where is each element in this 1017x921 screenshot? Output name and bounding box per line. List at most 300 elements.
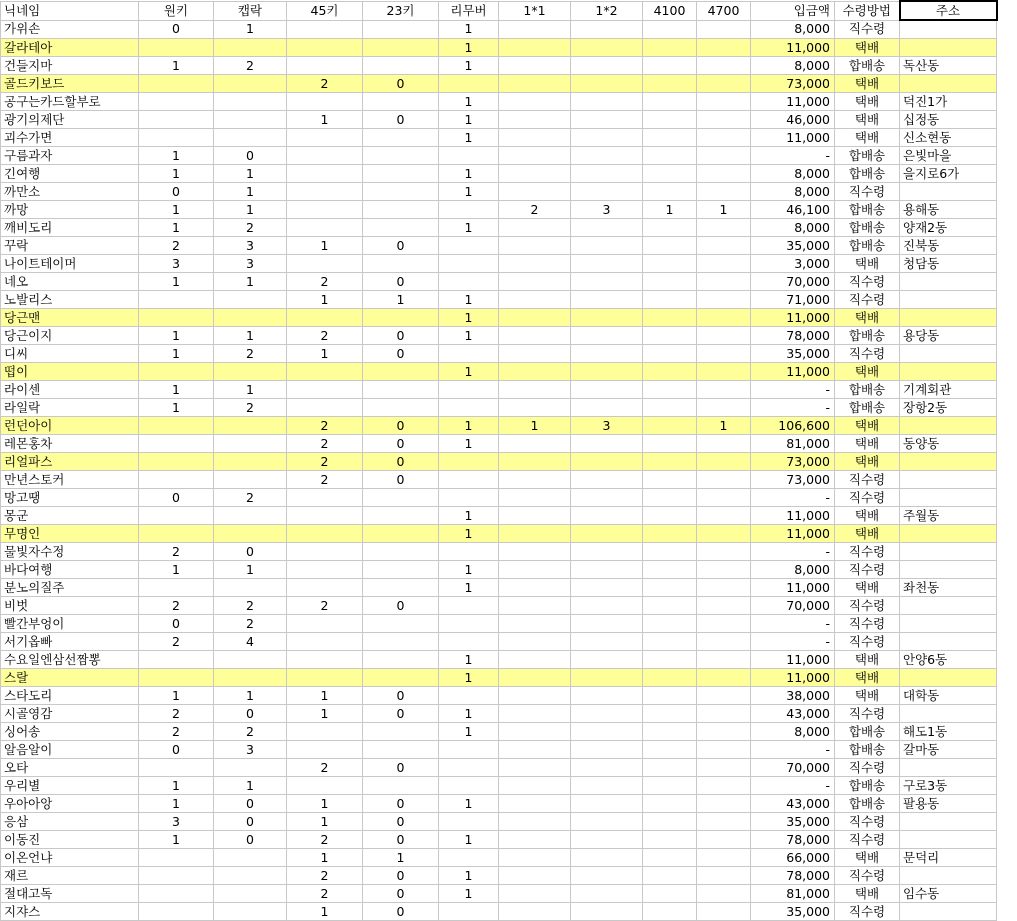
- cell-address[interactable]: [900, 759, 997, 777]
- cell-nickname[interactable]: 레몬홍차: [1, 435, 139, 453]
- cell-c1x1[interactable]: [499, 777, 571, 795]
- cell-remover[interactable]: 1: [439, 363, 499, 381]
- cell-c1x1[interactable]: [499, 75, 571, 93]
- cell-remover[interactable]: 1: [439, 57, 499, 75]
- cell-c4700[interactable]: [697, 255, 751, 273]
- cell-caplock[interactable]: [214, 435, 287, 453]
- cell-wonki[interactable]: 1: [139, 219, 214, 237]
- cell-address[interactable]: 신소현동: [900, 129, 997, 147]
- cell-key23[interactable]: [363, 651, 439, 669]
- cell-caplock[interactable]: 3: [214, 255, 287, 273]
- cell-c4100[interactable]: [643, 705, 697, 723]
- cell-key23[interactable]: [363, 129, 439, 147]
- cell-amount[interactable]: 35,000: [751, 345, 835, 363]
- cell-address[interactable]: [900, 867, 997, 885]
- cell-c4100[interactable]: [643, 381, 697, 399]
- cell-address[interactable]: 용해동: [900, 201, 997, 219]
- cell-c1x2[interactable]: [571, 237, 643, 255]
- cell-c1x1[interactable]: [499, 705, 571, 723]
- cell-amount[interactable]: 8,000: [751, 20, 835, 39]
- cell-remover[interactable]: [439, 75, 499, 93]
- cell-method[interactable]: 택배: [835, 39, 900, 57]
- cell-amount[interactable]: 11,000: [751, 93, 835, 111]
- cell-c4700[interactable]: 1: [697, 417, 751, 435]
- cell-c1x2[interactable]: [571, 759, 643, 777]
- cell-wonki[interactable]: 1: [139, 201, 214, 219]
- cell-c4100[interactable]: [643, 831, 697, 849]
- cell-nickname[interactable]: 이동진: [1, 831, 139, 849]
- cell-nickname[interactable]: 구름과자: [1, 147, 139, 165]
- cell-c4700[interactable]: [697, 543, 751, 561]
- cell-remover[interactable]: [439, 777, 499, 795]
- cell-wonki[interactable]: 1: [139, 399, 214, 417]
- cell-c4100[interactable]: [643, 237, 697, 255]
- cell-c4100[interactable]: [643, 777, 697, 795]
- cell-key23[interactable]: [363, 507, 439, 525]
- cell-caplock[interactable]: [214, 453, 287, 471]
- cell-c1x2[interactable]: [571, 885, 643, 903]
- cell-nickname[interactable]: 만년스토커: [1, 471, 139, 489]
- cell-address[interactable]: [900, 525, 997, 543]
- cell-key23[interactable]: [363, 363, 439, 381]
- cell-amount[interactable]: -: [751, 741, 835, 759]
- cell-wonki[interactable]: 2: [139, 705, 214, 723]
- cell-c1x2[interactable]: [571, 381, 643, 399]
- cell-address[interactable]: [900, 417, 997, 435]
- cell-amount[interactable]: 8,000: [751, 219, 835, 237]
- cell-address[interactable]: [900, 183, 997, 201]
- cell-method[interactable]: 합배송: [835, 219, 900, 237]
- cell-c4700[interactable]: [697, 633, 751, 651]
- cell-c1x2[interactable]: [571, 687, 643, 705]
- cell-c4700[interactable]: [697, 723, 751, 741]
- cell-c4100[interactable]: [643, 453, 697, 471]
- cell-c1x1[interactable]: [499, 597, 571, 615]
- cell-amount[interactable]: -: [751, 543, 835, 561]
- cell-nickname[interactable]: 골드키보드: [1, 75, 139, 93]
- cell-method[interactable]: 택배: [835, 651, 900, 669]
- cell-key23[interactable]: 0: [363, 237, 439, 255]
- cell-key23[interactable]: 0: [363, 327, 439, 345]
- cell-c4700[interactable]: [697, 669, 751, 687]
- cell-c1x2[interactable]: [571, 579, 643, 597]
- cell-nickname[interactable]: 몽군: [1, 507, 139, 525]
- cell-c4700[interactable]: [697, 237, 751, 255]
- cell-key23[interactable]: [363, 633, 439, 651]
- cell-wonki[interactable]: [139, 75, 214, 93]
- cell-c4100[interactable]: [643, 651, 697, 669]
- cell-method[interactable]: 합배송: [835, 327, 900, 345]
- cell-address[interactable]: 독산동: [900, 57, 997, 75]
- cell-c4700[interactable]: [697, 687, 751, 705]
- cell-c4100[interactable]: [643, 507, 697, 525]
- cell-c1x1[interactable]: [499, 273, 571, 291]
- cell-remover[interactable]: 1: [439, 435, 499, 453]
- cell-address[interactable]: [900, 345, 997, 363]
- cell-method[interactable]: 직수령: [835, 489, 900, 507]
- cell-key23[interactable]: [363, 741, 439, 759]
- header-cell-address[interactable]: 주소: [900, 1, 997, 20]
- cell-nickname[interactable]: 응삼: [1, 813, 139, 831]
- cell-amount[interactable]: 71,000: [751, 291, 835, 309]
- cell-key45[interactable]: [287, 525, 363, 543]
- cell-amount[interactable]: 35,000: [751, 903, 835, 921]
- cell-remover[interactable]: 1: [439, 129, 499, 147]
- cell-nickname[interactable]: 꾸락: [1, 237, 139, 255]
- cell-c1x1[interactable]: [499, 111, 571, 129]
- cell-caplock[interactable]: [214, 669, 287, 687]
- cell-key23[interactable]: [363, 489, 439, 507]
- cell-amount[interactable]: 11,000: [751, 651, 835, 669]
- cell-c1x1[interactable]: [499, 39, 571, 57]
- cell-c4700[interactable]: [697, 777, 751, 795]
- cell-method[interactable]: 직수령: [835, 183, 900, 201]
- cell-key23[interactable]: [363, 165, 439, 183]
- cell-caplock[interactable]: 1: [214, 561, 287, 579]
- cell-c1x2[interactable]: [571, 633, 643, 651]
- cell-c4700[interactable]: [697, 20, 751, 39]
- cell-method[interactable]: 합배송: [835, 777, 900, 795]
- cell-address[interactable]: 장항2동: [900, 399, 997, 417]
- cell-remover[interactable]: 1: [439, 561, 499, 579]
- cell-amount[interactable]: 11,000: [751, 579, 835, 597]
- cell-remover[interactable]: 1: [439, 417, 499, 435]
- cell-address[interactable]: [900, 471, 997, 489]
- cell-key45[interactable]: [287, 399, 363, 417]
- header-cell-method[interactable]: 수령방법: [835, 1, 900, 20]
- cell-c1x2[interactable]: [571, 20, 643, 39]
- cell-method[interactable]: 직수령: [835, 813, 900, 831]
- cell-c4100[interactable]: [643, 633, 697, 651]
- cell-key45[interactable]: [287, 363, 363, 381]
- cell-c4700[interactable]: [697, 93, 751, 111]
- cell-c1x1[interactable]: [499, 453, 571, 471]
- cell-wonki[interactable]: 3: [139, 255, 214, 273]
- cell-key45[interactable]: 1: [287, 903, 363, 921]
- cell-wonki[interactable]: [139, 291, 214, 309]
- cell-c4700[interactable]: [697, 381, 751, 399]
- cell-c4100[interactable]: [643, 579, 697, 597]
- cell-remover[interactable]: [439, 453, 499, 471]
- cell-c4700[interactable]: [697, 741, 751, 759]
- cell-caplock[interactable]: [214, 309, 287, 327]
- cell-key45[interactable]: [287, 93, 363, 111]
- cell-c4100[interactable]: [643, 111, 697, 129]
- cell-c1x1[interactable]: [499, 435, 571, 453]
- cell-wonki[interactable]: [139, 417, 214, 435]
- cell-nickname[interactable]: 당근맨: [1, 309, 139, 327]
- cell-amount[interactable]: 78,000: [751, 327, 835, 345]
- cell-key45[interactable]: 2: [287, 885, 363, 903]
- cell-c4700[interactable]: [697, 615, 751, 633]
- cell-caplock[interactable]: 2: [214, 219, 287, 237]
- cell-c1x1[interactable]: [499, 399, 571, 417]
- cell-key23[interactable]: 0: [363, 795, 439, 813]
- cell-c1x1[interactable]: [499, 219, 571, 237]
- cell-method[interactable]: 합배송: [835, 201, 900, 219]
- cell-remover[interactable]: 1: [439, 165, 499, 183]
- cell-c1x1[interactable]: [499, 507, 571, 525]
- cell-c4700[interactable]: 1: [697, 201, 751, 219]
- cell-caplock[interactable]: 1: [214, 165, 287, 183]
- cell-nickname[interactable]: 재르: [1, 867, 139, 885]
- cell-wonki[interactable]: [139, 363, 214, 381]
- cell-caplock[interactable]: [214, 129, 287, 147]
- cell-method[interactable]: 택배: [835, 363, 900, 381]
- cell-method[interactable]: 합배송: [835, 165, 900, 183]
- cell-amount[interactable]: 38,000: [751, 687, 835, 705]
- cell-remover[interactable]: [439, 381, 499, 399]
- cell-key45[interactable]: [287, 507, 363, 525]
- cell-remover[interactable]: 1: [439, 831, 499, 849]
- cell-remover[interactable]: 1: [439, 723, 499, 741]
- cell-c4100[interactable]: [643, 885, 697, 903]
- cell-caplock[interactable]: [214, 507, 287, 525]
- cell-c4100[interactable]: [643, 291, 697, 309]
- cell-c4700[interactable]: [697, 309, 751, 327]
- cell-caplock[interactable]: [214, 651, 287, 669]
- cell-key23[interactable]: 0: [363, 453, 439, 471]
- cell-amount[interactable]: 11,000: [751, 39, 835, 57]
- cell-amount[interactable]: 78,000: [751, 831, 835, 849]
- cell-amount[interactable]: 8,000: [751, 183, 835, 201]
- cell-method[interactable]: 직수령: [835, 561, 900, 579]
- cell-method[interactable]: 택배: [835, 525, 900, 543]
- cell-remover[interactable]: 1: [439, 291, 499, 309]
- cell-c1x2[interactable]: 3: [571, 201, 643, 219]
- cell-c4100[interactable]: [643, 597, 697, 615]
- cell-amount[interactable]: -: [751, 777, 835, 795]
- cell-remover[interactable]: [439, 615, 499, 633]
- cell-caplock[interactable]: 0: [214, 705, 287, 723]
- cell-nickname[interactable]: 비벗: [1, 597, 139, 615]
- cell-key45[interactable]: 2: [287, 75, 363, 93]
- cell-c4700[interactable]: [697, 867, 751, 885]
- cell-nickname[interactable]: 무명인: [1, 525, 139, 543]
- cell-wonki[interactable]: [139, 129, 214, 147]
- cell-caplock[interactable]: 0: [214, 147, 287, 165]
- cell-address[interactable]: [900, 615, 997, 633]
- cell-c4100[interactable]: [643, 147, 697, 165]
- cell-c1x2[interactable]: [571, 93, 643, 111]
- cell-remover[interactable]: 1: [439, 327, 499, 345]
- cell-nickname[interactable]: 이온언냐: [1, 849, 139, 867]
- cell-c4100[interactable]: [643, 417, 697, 435]
- cell-method[interactable]: 합배송: [835, 399, 900, 417]
- cell-c1x2[interactable]: [571, 363, 643, 381]
- cell-c4700[interactable]: [697, 75, 751, 93]
- cell-key23[interactable]: [363, 93, 439, 111]
- cell-c1x1[interactable]: [499, 363, 571, 381]
- cell-key45[interactable]: [287, 147, 363, 165]
- cell-caplock[interactable]: [214, 93, 287, 111]
- cell-key23[interactable]: 0: [363, 705, 439, 723]
- cell-amount[interactable]: -: [751, 489, 835, 507]
- cell-nickname[interactable]: 갈라테아: [1, 39, 139, 57]
- cell-c1x2[interactable]: [571, 327, 643, 345]
- cell-wonki[interactable]: 0: [139, 489, 214, 507]
- cell-remover[interactable]: 1: [439, 651, 499, 669]
- cell-nickname[interactable]: 바다여행: [1, 561, 139, 579]
- cell-c4700[interactable]: [697, 291, 751, 309]
- cell-key45[interactable]: [287, 561, 363, 579]
- cell-key23[interactable]: 0: [363, 813, 439, 831]
- cell-caplock[interactable]: 1: [214, 20, 287, 39]
- cell-c4700[interactable]: [697, 831, 751, 849]
- cell-remover[interactable]: 1: [439, 39, 499, 57]
- cell-wonki[interactable]: [139, 849, 214, 867]
- cell-nickname[interactable]: 서기옵빠: [1, 633, 139, 651]
- cell-caplock[interactable]: [214, 111, 287, 129]
- header-cell-c4700[interactable]: 4700: [697, 1, 751, 20]
- cell-nickname[interactable]: 라이센: [1, 381, 139, 399]
- cell-caplock[interactable]: [214, 39, 287, 57]
- cell-address[interactable]: 청담동: [900, 255, 997, 273]
- header-cell-key45[interactable]: 45키: [287, 1, 363, 20]
- cell-nickname[interactable]: 수요일엔삼선짬뽕: [1, 651, 139, 669]
- cell-method[interactable]: 직수령: [835, 831, 900, 849]
- cell-c1x2[interactable]: [571, 399, 643, 417]
- cell-remover[interactable]: 1: [439, 795, 499, 813]
- cell-key23[interactable]: [363, 399, 439, 417]
- cell-key45[interactable]: [287, 201, 363, 219]
- cell-key45[interactable]: 2: [287, 417, 363, 435]
- cell-c1x1[interactable]: [499, 93, 571, 111]
- cell-c4700[interactable]: [697, 399, 751, 417]
- cell-c4700[interactable]: [697, 525, 751, 543]
- cell-caplock[interactable]: 2: [214, 345, 287, 363]
- cell-c4700[interactable]: [697, 759, 751, 777]
- cell-c4100[interactable]: [643, 489, 697, 507]
- cell-c1x2[interactable]: [571, 489, 643, 507]
- header-cell-amount[interactable]: 입금액: [751, 1, 835, 20]
- cell-address[interactable]: [900, 561, 997, 579]
- cell-amount[interactable]: 11,000: [751, 507, 835, 525]
- cell-c4100[interactable]: [643, 219, 697, 237]
- cell-c4100[interactable]: [643, 471, 697, 489]
- cell-method[interactable]: 택배: [835, 435, 900, 453]
- cell-c1x1[interactable]: [499, 543, 571, 561]
- cell-key45[interactable]: [287, 489, 363, 507]
- cell-address[interactable]: [900, 309, 997, 327]
- cell-nickname[interactable]: 떱이: [1, 363, 139, 381]
- cell-wonki[interactable]: 1: [139, 273, 214, 291]
- cell-amount[interactable]: 81,000: [751, 435, 835, 453]
- cell-address[interactable]: 십정동: [900, 111, 997, 129]
- cell-key23[interactable]: [363, 309, 439, 327]
- cell-c4100[interactable]: [643, 741, 697, 759]
- cell-key45[interactable]: [287, 723, 363, 741]
- cell-key45[interactable]: 1: [287, 687, 363, 705]
- cell-caplock[interactable]: [214, 363, 287, 381]
- cell-c1x1[interactable]: [499, 255, 571, 273]
- cell-key45[interactable]: 2: [287, 471, 363, 489]
- header-cell-c1x2[interactable]: 1*2: [571, 1, 643, 20]
- cell-c4700[interactable]: [697, 795, 751, 813]
- cell-c1x2[interactable]: [571, 165, 643, 183]
- cell-address[interactable]: 기계회관: [900, 381, 997, 399]
- cell-amount[interactable]: 35,000: [751, 237, 835, 255]
- cell-caplock[interactable]: 0: [214, 831, 287, 849]
- cell-key45[interactable]: 2: [287, 453, 363, 471]
- cell-nickname[interactable]: 절대고독: [1, 885, 139, 903]
- cell-key45[interactable]: [287, 381, 363, 399]
- cell-c4700[interactable]: [697, 651, 751, 669]
- cell-wonki[interactable]: 0: [139, 20, 214, 39]
- cell-remover[interactable]: 1: [439, 183, 499, 201]
- cell-amount[interactable]: 43,000: [751, 795, 835, 813]
- cell-method[interactable]: 직수령: [835, 615, 900, 633]
- cell-caplock[interactable]: 0: [214, 795, 287, 813]
- cell-address[interactable]: 주월동: [900, 507, 997, 525]
- cell-wonki[interactable]: [139, 453, 214, 471]
- cell-c1x2[interactable]: [571, 273, 643, 291]
- cell-wonki[interactable]: 0: [139, 741, 214, 759]
- cell-c4100[interactable]: [643, 93, 697, 111]
- cell-c4700[interactable]: [697, 471, 751, 489]
- cell-method[interactable]: 합배송: [835, 237, 900, 255]
- cell-c4100[interactable]: [643, 165, 697, 183]
- cell-amount[interactable]: 11,000: [751, 525, 835, 543]
- cell-wonki[interactable]: 1: [139, 57, 214, 75]
- cell-remover[interactable]: 1: [439, 525, 499, 543]
- cell-key45[interactable]: 1: [287, 291, 363, 309]
- cell-remover[interactable]: 1: [439, 309, 499, 327]
- cell-caplock[interactable]: 0: [214, 543, 287, 561]
- cell-wonki[interactable]: [139, 651, 214, 669]
- cell-remover[interactable]: 1: [439, 111, 499, 129]
- cell-c1x1[interactable]: [499, 327, 571, 345]
- cell-wonki[interactable]: 0: [139, 183, 214, 201]
- cell-nickname[interactable]: 라일락: [1, 399, 139, 417]
- cell-remover[interactable]: 1: [439, 669, 499, 687]
- cell-c1x2[interactable]: [571, 57, 643, 75]
- cell-wonki[interactable]: 1: [139, 381, 214, 399]
- cell-method[interactable]: 합배송: [835, 57, 900, 75]
- cell-wonki[interactable]: [139, 435, 214, 453]
- cell-c1x1[interactable]: [499, 471, 571, 489]
- cell-remover[interactable]: [439, 471, 499, 489]
- cell-c1x1[interactable]: [499, 741, 571, 759]
- cell-key23[interactable]: 0: [363, 597, 439, 615]
- cell-wonki[interactable]: [139, 39, 214, 57]
- cell-address[interactable]: 임수동: [900, 885, 997, 903]
- cell-address[interactable]: [900, 543, 997, 561]
- cell-nickname[interactable]: 망고땡: [1, 489, 139, 507]
- cell-c4700[interactable]: [697, 363, 751, 381]
- cell-wonki[interactable]: 2: [139, 633, 214, 651]
- cell-c4100[interactable]: [643, 435, 697, 453]
- cell-key45[interactable]: [287, 165, 363, 183]
- cell-c4100[interactable]: [643, 399, 697, 417]
- cell-c1x2[interactable]: [571, 435, 643, 453]
- cell-method[interactable]: 택배: [835, 885, 900, 903]
- cell-key23[interactable]: [363, 777, 439, 795]
- cell-c1x2[interactable]: [571, 219, 643, 237]
- cell-method[interactable]: 직수령: [835, 471, 900, 489]
- cell-c4700[interactable]: [697, 57, 751, 75]
- cell-key45[interactable]: [287, 669, 363, 687]
- cell-nickname[interactable]: 가위손: [1, 20, 139, 39]
- cell-method[interactable]: 택배: [835, 417, 900, 435]
- cell-wonki[interactable]: [139, 93, 214, 111]
- cell-key45[interactable]: [287, 129, 363, 147]
- cell-key45[interactable]: 1: [287, 813, 363, 831]
- cell-caplock[interactable]: 2: [214, 723, 287, 741]
- cell-nickname[interactable]: 노발리스: [1, 291, 139, 309]
- cell-c4100[interactable]: [643, 849, 697, 867]
- cell-c4700[interactable]: [697, 183, 751, 201]
